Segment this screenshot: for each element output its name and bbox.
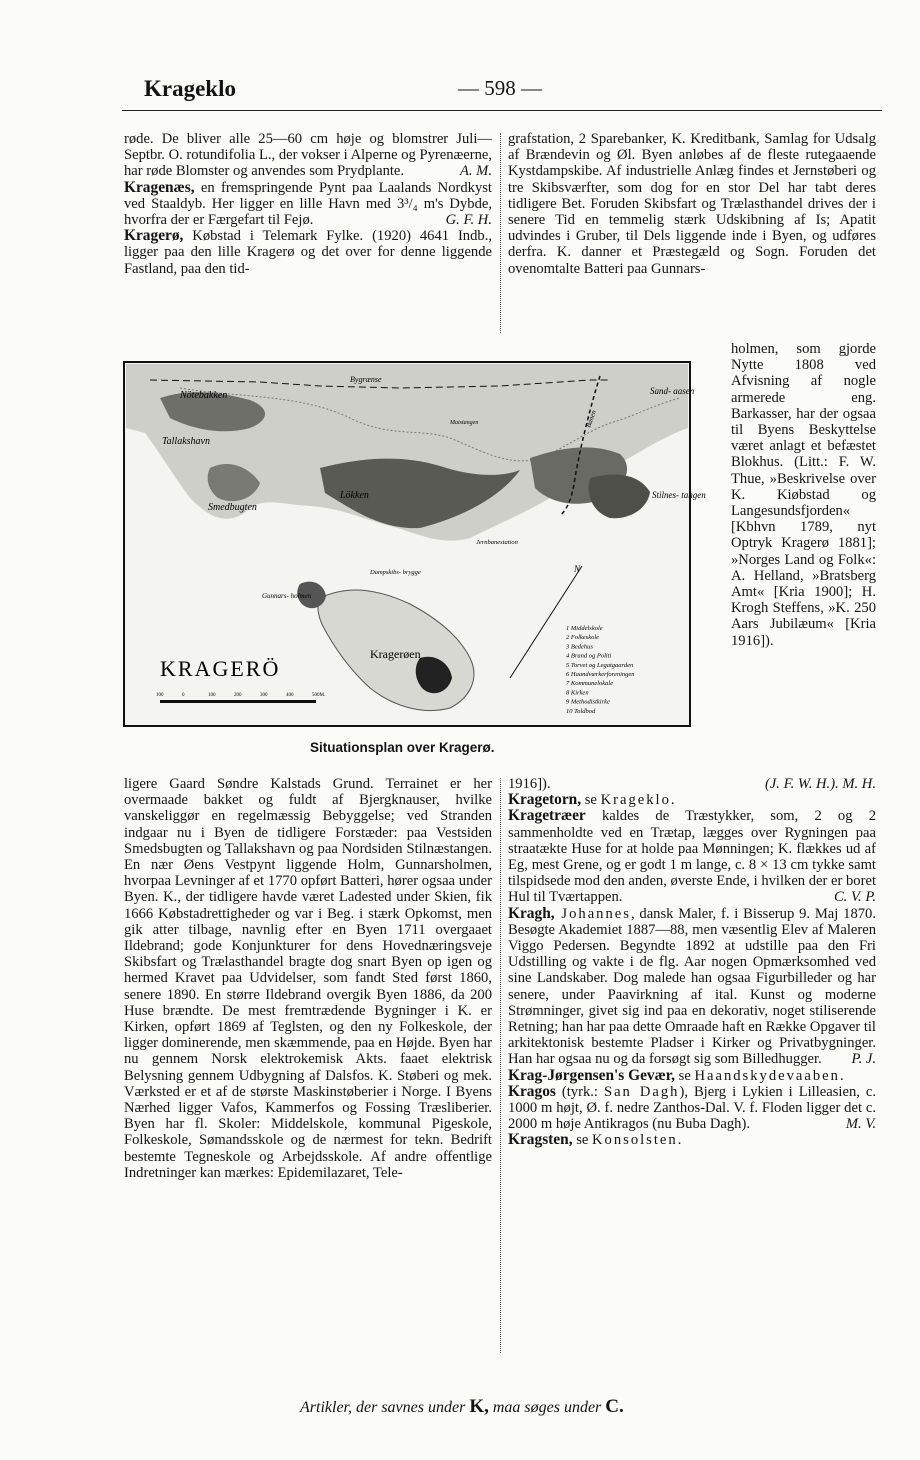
entry-text: ), Bjerg i Lykien i Lilleasien, c. 1000 m højt, Ø. f. nedre Zanthos-Dal. V. f. Floden ligger det c. 2000 m høje Antikragos (nu Buba Dagh). [508,1083,877,1133]
entry-headword: Kragh, [508,904,555,922]
spaced-reference: San Dagh [603,1083,680,1100]
page-number: — 598 — [458,76,542,100]
entry-headword: Kragsten, [508,1131,573,1149]
entry-headword: Kragos [508,1082,556,1100]
author-signature: M. V. [845,1116,876,1133]
label-lokken: Lökken [340,490,369,501]
article-entry [508,808,876,905]
label-notebakken: Nötebakken [180,390,228,401]
legend-item: 6 Haandværkerforeningen [566,671,635,678]
scale-tick-label: 400 [286,693,294,698]
legend-item: 4 Brand og Politi [566,652,612,660]
article-entry [508,1068,876,1084]
entry-text: kaldes de Træstykker, som, 2 og 2 sammenholdte ved en Trætap, lægges over Rygningen paa straatækte Huse for at holde paa Mønningen; K. flækkes ud af Eg, mest Grene, og er godt 1 m lange, c. 8 × 13 cm tykke samt tilspidsede mod den anden, øverste Ende, i hvilken der er boret Hul til Tværtappen. [508,808,876,906]
label-maistangen: Maistangen [450,420,479,426]
author-signature: P. J. [851,1051,876,1068]
article-entry [508,776,876,792]
entry-headword: Kragetorn, [508,791,582,809]
spaced-reference: Johannes [554,905,631,922]
city-map [120,358,706,730]
entry-text: , dansk Maler, f. i Bisserup 9. Maj 1870. Besøgte Akademiet 1887—88, men væsentlig Elev af Maleren Viggo Pedersen. Begyndte 1892 at udstille paa den Fri Udstilling og vakte i de flg. Aar nogen Opmærksomhed ved sine Landskaber. Dog malede han ogsaa Figurbilleder og har senere, under Paavirkning af ital. Kunst og moderne Strømninger, givet sig ind paa en dekorativ, noget stiliserende Retning; han har paa dette Omraade haft en Række Opgaver til arkitektonisk bestemte Pladser i Kirker og Privatbygninger. Han har ogsaa nu og da forsøgt sig som Billedhugger. [508,905,876,1068]
entry-text: se [675,1067,695,1084]
author-signature: A. M. [459,163,492,180]
footer-text: Artikler, der savnes under [300,1399,470,1416]
entry-headword: Krag-Jørgensen's Gevær, [508,1066,675,1084]
article-entry [124,180,492,229]
author-signature: G. F. H. [445,212,492,229]
entry-text: . [670,792,675,809]
legend-item: 1 Middelskole [566,625,603,632]
scale-tick-label: 300 [260,693,268,698]
legend-item: 8 Kirken [566,689,589,697]
map-caption: Situationsplan over Kragerø. [310,740,495,755]
footer-note [300,1396,624,1418]
entry-text: . [839,1067,844,1084]
footer-letter-c: C. [605,1396,624,1417]
column-divider [500,778,501,1353]
header-rule [122,110,882,111]
entry-text: 1916]). [508,776,551,792]
scale-tick-label: 0 [182,693,185,698]
footer-letter-k: K, [469,1396,489,1417]
scale-tick-label: 100 [208,693,216,698]
label-jernbanestation: Jernbanestation [476,539,518,546]
spaced-reference: Haandskydevaaben [694,1067,840,1084]
article-entry [124,228,492,277]
scale-bar-line [160,700,316,703]
running-header [122,74,882,106]
right-column-bottom [508,776,876,1149]
left-column-top [124,131,492,277]
legend-item: 10 Toldbod [566,707,596,715]
article-entry [508,1084,876,1133]
narrow-column [731,341,876,649]
article-entry [508,906,876,1068]
author-signature: (J. F. W. H.). M. H. [764,776,876,792]
entry-text: røde. De bliver alle 25—60 cm høje og blomstrer Juli—Septbr. O. rotundifolia L., der vokser i Alperne og Pyrenæerne, har røde Blomster og anvendes som Prydplante. [124,131,493,180]
label-gunnarsholmen: Gunnars- holmen [262,592,312,600]
legend-item: 2 Folkeskole [566,634,600,642]
label-sandasen: Sand- aasen [650,386,695,396]
article-entry [508,792,876,808]
label-bygraense: Bygrænse [350,375,382,384]
label-stilnestangen: Stilnes- tangen [652,490,706,500]
column-divider [500,133,501,333]
legend-item: 5 Torvet og Legatgaarden [566,661,634,669]
author-signature: C. V. P. [833,889,876,906]
entry-headword: Kragerø, [124,227,184,245]
label-smedbugten: Smedbugten [208,502,257,513]
label-dampskibsbrygge: Dampskibs- brygge [370,569,421,576]
entry-text: se [572,1132,593,1149]
legend-item: 3 Bedehus [566,643,593,651]
left-column-bottom [124,776,492,1181]
paragraph: holmen, som gjorde Nytte 1808 ved Afvisning af nogle armerede eng. Barkasser, har der ogsaa til Byens Beskyttelse været anlagt et befæstet Blokhus. (Litt.: F. W. Thue, »Beskrivelse over K. Kiøbstad og Langesundsfjorden« [Kbhvn 1789, nyt Optryk Kragerø 1881]; »Norges Land og Folk«: A. Helland, »Bratsberg Amt« [Kria 1900]; H. Krogh Steffens, »K. 250 Aars Jubilæum« [Kria 1916]). [731,341,876,649]
scale-tick-label: 500M. [312,693,326,698]
spaced-reference: Krageklo [600,792,671,809]
entry-headword: Kragetræer [508,807,586,825]
label-krageroen: Kragerøen [370,647,421,661]
running-word: Krageklo [144,76,236,101]
paragraph: grafstation, 2 Sparebanker, K. Kreditbank, Samlag for Udsalg af Brændevin og Øl. Byen anløbes af de fleste rutegaaende Kystdampskibe. Af industrielle Anlæg findes et Jernstøberi og tre Skibsværfter, som dog for en stor Del har tabt deres tidligere Bet. Foruden Skibsfart og Trælasthandel drives der i senere Tid en temmelig stærk Udskibning af Is; Apatit udvindes i Gruber, til Dels liggende inde i Byen, og udføres derfra. K. danner et Præstegæld og Sogn. Foruden det ovenomtalte Batteri paa Gunnars- [508,131,876,277]
entry-text: en fremspringende Pynt paa Laalands Nordkyst ved Staaldyb. Her ligger en lille Havn med 3³/₄ m's Dybde, hvorfra der er Færgefart til Fejø. [124,179,492,229]
article-entry [124,131,492,180]
entry-headword: Kragenæs, [124,178,195,196]
entry-text: . [677,1132,682,1149]
legend-item: 9 Methodistkirke [566,698,610,706]
article-entry [508,1132,876,1148]
label-banen: Banen [584,409,598,429]
map-title: KRAGERÖ [160,656,281,681]
spaced-reference: Konsolsten [592,1132,678,1149]
scale-tick-label: 200 [234,693,242,698]
entry-text: se [581,792,601,809]
legend-item: 7 Kommunelokale [566,680,614,688]
entry-text: (tyrk.: [555,1083,604,1100]
label-north: N [574,564,581,574]
paragraph: ligere Gaard Søndre Kalstads Grund. Terrainet er her overmaade bakket og fuldt af Bjergknauser, hvilke vanskeliggør en regelmæssig Bebyggelse; ved Stranden indgaar nu i Byen de tidligere Forstæder: paa Vestsiden Smedsbugten og Tallakshavn og paa Nordsiden Stilnæstangen. En nær Øens Vestpynt liggende Holm, Gunnarsholmen, hvorpaa Levninger af et 1770 opført Batteri, hører ogsaa under Byen. K., der tidligere havde været Ladested under Skien, fik 1666 Købstadrettigheder og var i Beg. i stærk Opkomst, men gik atter tilbage, navnlig efter en Byen 1711 overgaaet Ildebrand; gode Konjunkturer for dens Hovednæringsveje Skibsfart og Trælasthandel bragte dog snart Byen op igen og hermed Kravet paa Udvidelser, som fandt Sted først 1860, senere 1890. En større Ildebrand overgik Byen 1886, da 200 Huse brændte. De mest fremtrædende Bygninger i K. er Kirken, opført 1869 af Teglsten, og den ny Folkeskole, der ligger dominerende, men skæmmende, paa en Højde. Byen har nu gennem Norsk elektrokemisk Akts. faaet elektrisk Belysning gennem Udbygning af Dalsfos. K. Støberi og mek. Værksted er et af de største Maskinstøberier i Norge. I Byens Nærhed ligger Vafos, Kammerfos og Fossing Træsliberier. Byen har fl. Skoler: Middelskole, kommunal Pigeskole, Folkeskole, Sømandsskole og de nærmest for tekn. Bedrift bestemte Tegneskole og Arbejdsskole. Af andre offentlige Indretninger kan mærkes: Epidemilazaret, Tele- [124,776,492,1181]
entry-text: Købstad i Telemark Fylke. (1920) 4641 Indb., ligger paa den lille Kragerø og det over for denne liggende Fastland, paa den tid- [124,228,492,277]
scale-tick-label: 100 [156,693,164,698]
right-column-top [508,131,876,277]
footer-text: maa søges under [488,1399,606,1416]
label-tallakshavn: Tallakshavn [162,436,210,447]
